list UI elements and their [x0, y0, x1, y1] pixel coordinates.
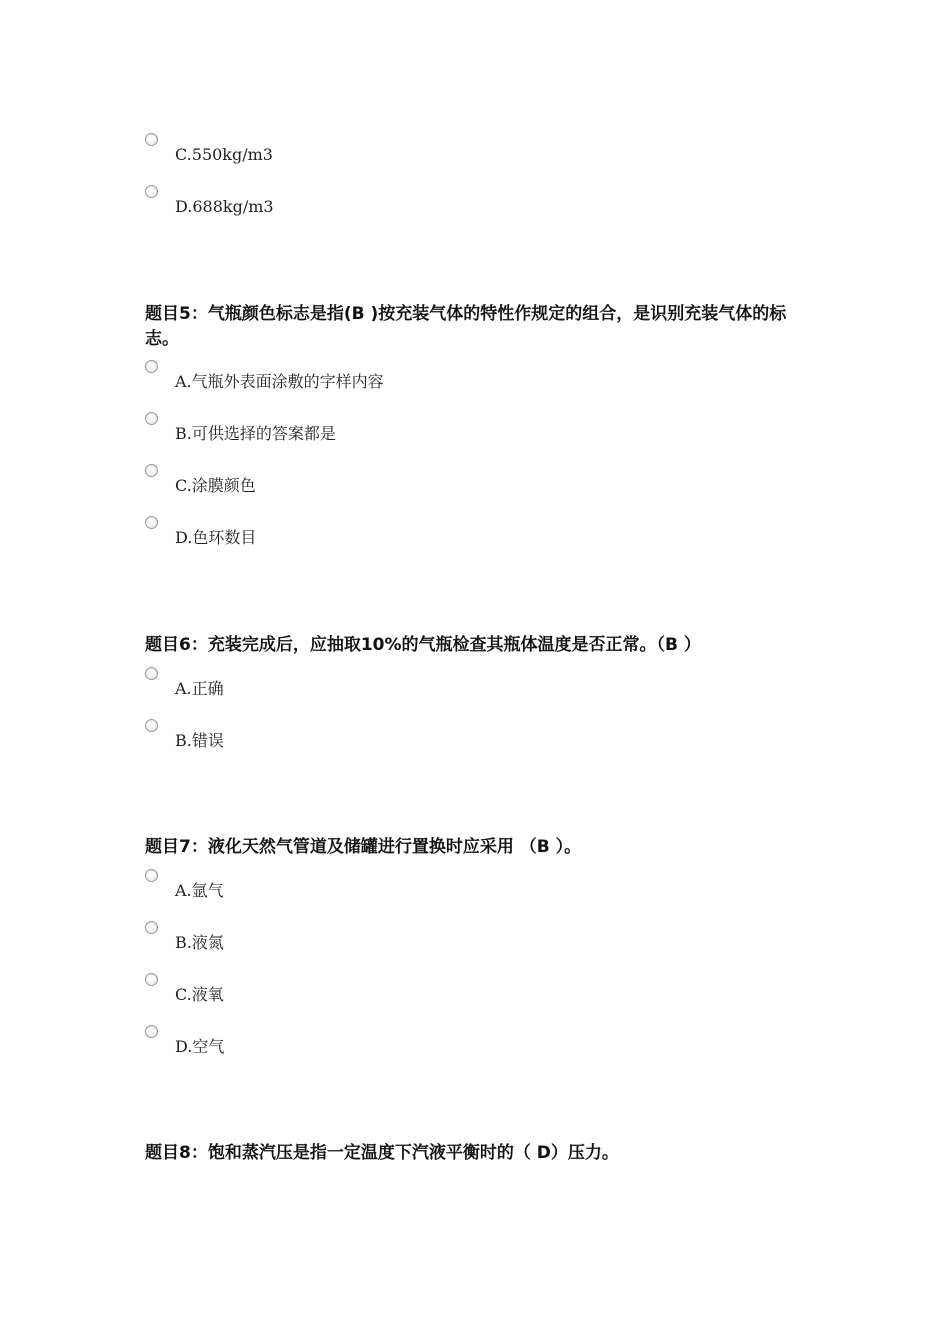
option-label: A.氩气	[175, 881, 224, 900]
option-label: C.液氧	[175, 985, 224, 1004]
radio-button[interactable]	[145, 412, 158, 425]
radio-button[interactable]	[145, 921, 158, 934]
q5-option-d[interactable]	[145, 516, 745, 562]
option-label: C.550kg/m3	[175, 145, 273, 164]
radio-button[interactable]	[145, 464, 158, 477]
option-label: A.气瓶外表面涂敷的字样内容	[175, 372, 384, 391]
radio-button[interactable]	[145, 185, 158, 198]
radio-button[interactable]	[145, 973, 158, 986]
q6-option-a[interactable]	[145, 667, 745, 713]
radio-button[interactable]	[145, 1025, 158, 1038]
q6-option-b[interactable]	[145, 719, 745, 765]
q7-option-b[interactable]	[145, 921, 745, 967]
q5-option-c[interactable]	[145, 464, 745, 510]
option-label: D.空气	[175, 1037, 225, 1056]
option-label: B.错误	[175, 731, 224, 750]
q7-option-a[interactable]	[145, 869, 745, 915]
option-label: D.色环数目	[175, 528, 257, 547]
radio-button[interactable]	[145, 516, 158, 529]
radio-button[interactable]	[145, 869, 158, 882]
radio-button[interactable]	[145, 133, 158, 146]
option-label: B.可供选择的答案都是	[175, 424, 336, 443]
q7-option-c[interactable]	[145, 973, 745, 1019]
option-label: B.液氮	[175, 933, 224, 952]
option-label: C.涂膜颜色	[175, 476, 256, 495]
radio-button[interactable]	[145, 667, 158, 680]
q5-option-a[interactable]	[145, 360, 745, 406]
question-5-title: 题目5：气瓶颜色标志是指(B )按充装气体的特性作规定的组合，是识别充装气体的标志。	[145, 304, 787, 349]
q5-option-b[interactable]	[145, 412, 745, 458]
radio-button[interactable]	[145, 360, 158, 373]
q7-option-d[interactable]	[145, 1025, 745, 1071]
option-label: A.正确	[175, 679, 224, 698]
radio-button[interactable]	[145, 719, 158, 732]
option-label: D.688kg/m3	[175, 197, 274, 216]
q4-option-c[interactable]	[145, 133, 745, 179]
q4-option-d[interactable]	[145, 185, 745, 231]
question-6-title: 题目6：充装完成后，应抽取10%的气瓶检查其瓶体温度是否正常。（B ）	[145, 635, 701, 655]
question-7-title: 题目7：液化天然气管道及储罐进行置换时应采用 （B ）。	[145, 837, 582, 857]
question-8-title: 题目8：饱和蒸汽压是指一定温度下汽液平衡时的（ D）压力。	[145, 1143, 619, 1163]
